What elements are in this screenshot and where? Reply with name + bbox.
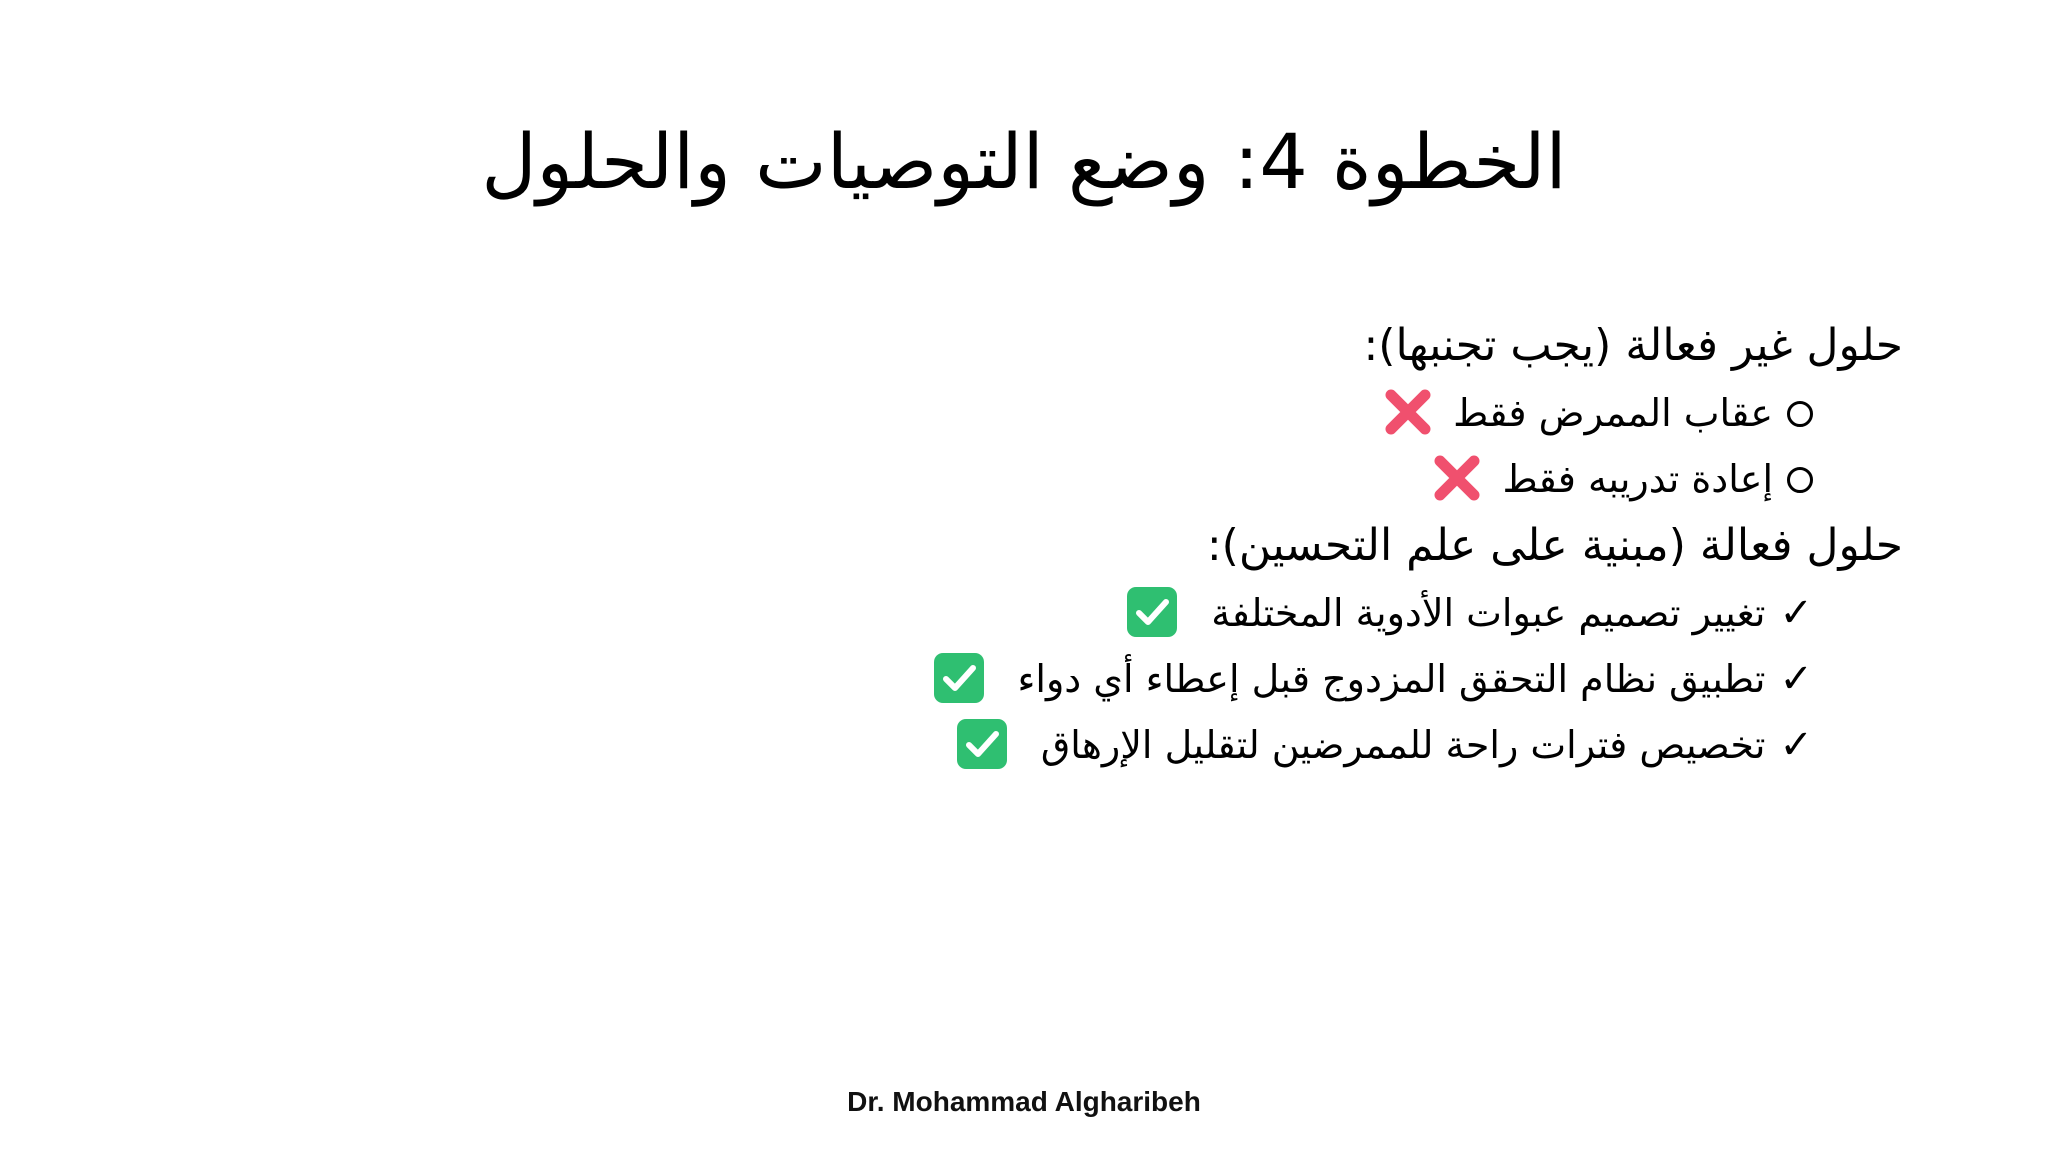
effective-solutions-heading: حلول فعالة (مبنية على علم التحسين): <box>1206 520 1903 571</box>
list-item <box>403 380 1903 446</box>
list-item-text: تطبيق نظام التحقق المزدوج قبل إعطاء أي دواء <box>1017 657 1766 701</box>
slide-title: الخطوة 4: وضع التوصيات والحلول <box>481 117 1567 206</box>
cross-mark-icon <box>1430 451 1484 505</box>
list-item-text: عقاب الممرض فقط <box>1453 391 1773 435</box>
list-item <box>403 646 1903 712</box>
list-item-text: تخصيص فترات راحة للممرضين لتقليل الإرهاق <box>1040 723 1766 767</box>
check-bullet-icon: ✓ <box>1779 590 1813 636</box>
check-box-icon <box>1125 585 1179 639</box>
list-item-text: إعادة تدريبه فقط <box>1502 457 1773 501</box>
list-item-text: تغيير تصميم عبوات الأدوية المختلفة <box>1211 591 1766 635</box>
check-bullet-icon: ✓ <box>1779 722 1813 768</box>
check-box-icon <box>932 651 986 705</box>
cross-mark-icon <box>1381 385 1435 439</box>
list-item <box>403 580 1903 646</box>
ineffective-solutions-heading: حلول غير فعالة (يجب تجنبها): <box>1363 320 1903 371</box>
list-item <box>403 446 1903 512</box>
check-box-icon <box>955 717 1009 771</box>
hollow-circle-bullet-icon <box>1787 467 1813 493</box>
check-bullet-icon: ✓ <box>1779 656 1813 702</box>
list-item <box>403 712 1903 778</box>
footer-author: Dr. Mohammad Algharibeh <box>847 1086 1201 1117</box>
hollow-circle-bullet-icon <box>1787 401 1813 427</box>
content-area <box>403 312 1903 778</box>
